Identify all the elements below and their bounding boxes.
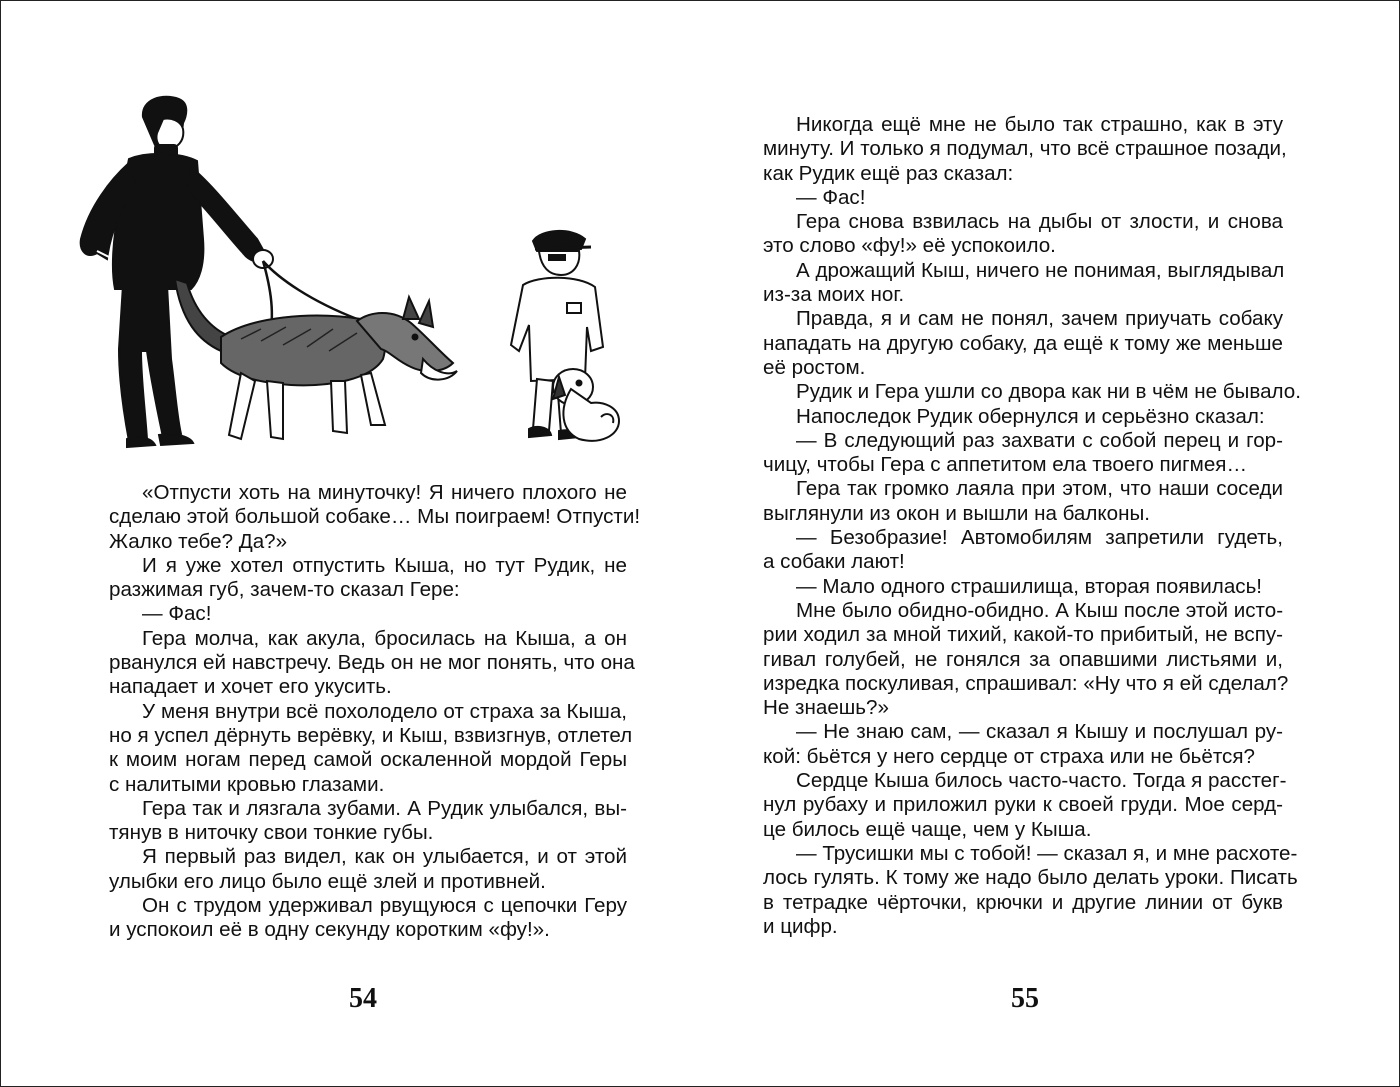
text-line: минуту. И только я подумал, что всё страшное позади, [763, 137, 1287, 161]
text-line: — Фас! [142, 602, 212, 626]
text-line: сделаю этой большой собаке… Мы поиграем! Отпусти! [109, 505, 641, 529]
text-line: Напоследок Рудик обернулся и серьёзно сказал: [796, 404, 1265, 428]
text-line: это слово «фу!» её успокоило. [763, 234, 1056, 258]
text-line: Никогда ещё мне не было так страшно, как в эту [796, 113, 1283, 136]
text-line: и цифр. [763, 914, 838, 938]
left-page-text [109, 481, 641, 943]
text-line: — Безобразие! Автомобилям запретили гудеть, [796, 526, 1283, 550]
right-page-text [763, 113, 1301, 939]
illustration-man-dog-boy [71, 89, 631, 459]
text-line: в тетрадке чёрточки, крючки и другие линии от букв [763, 890, 1283, 914]
text-line: гивал голубей, не гонялся за опавшими листьями и, [763, 647, 1283, 671]
text-line: Сердце Кыша билось часто-часто. Тогда я расстег- [796, 769, 1287, 793]
text-line: чицу, чтобы Гера с аппетитом ела твоего пигмея… [763, 453, 1248, 477]
text-line: Рудик и Гера ушли со двора как ни в чём не бывало. [796, 380, 1301, 404]
text-line: Я первый раз видел, как он улыбается, и от этой [142, 845, 627, 869]
text-line: нападает и хочет его укусить. [109, 675, 392, 699]
text-line: Гера молча, как акула, бросилась на Кыша, а он [142, 626, 627, 650]
text-line: нападать на другую собаку, да ещё к тому же меньше [763, 331, 1283, 355]
text-line: с налитыми кровью глазами. [109, 772, 385, 796]
text-line: выглянули из окон и вышли на балконы. [763, 501, 1150, 525]
text-line: це билось ещё чаще, чем у Кыша. [763, 817, 1092, 841]
text-line: как Рудик ещё раз сказал: [763, 161, 1014, 185]
text-line: рии ходил за мной тихий, какой-то прибитый, не вспу- [763, 623, 1283, 647]
text-line: Гера снова взвилась на дыбы от злости, и снова [796, 210, 1283, 234]
text-line: изредка поскуливая, спрашивал: «Ну что я ей сделал? [763, 671, 1289, 695]
text-line: — Не знаю сам, — сказал я Кышу и послушал ру- [796, 720, 1283, 744]
text-line: Правда, я и сам не понял, зачем приучать собаку [796, 307, 1283, 331]
text-line: У меня внутри всё похолодело от страха за Кыша, [142, 699, 627, 723]
text-line: а собаки лают! [763, 550, 905, 574]
text-line: разжимая губ, зачем-то сказал Гере: [109, 578, 460, 602]
left-page [1, 1, 700, 1086]
text-line: А дрожащий Кыш, ничего не понимая, выглядывал [796, 258, 1285, 282]
text-line: Не знаешь?» [763, 696, 889, 720]
text-line: Гера так громко лаяла при этом, что наши соседи [796, 477, 1283, 501]
text-line: и успокоил её в одну секунду коротким «фу!». [109, 918, 550, 942]
text-line: «Отпусти хоть на минуточку! Я ничего плохого не [142, 481, 627, 504]
text-line: Он с трудом удерживал рвущуюся с цепочки Геру [142, 894, 627, 918]
page-number: 54 [349, 983, 377, 1014]
text-line: И я уже хотел отпустить Кыша, но тут Рудик, не [142, 553, 627, 577]
right-page [700, 1, 1399, 1086]
text-line: но я успел дёрнуть верёвку, и Кыш, взвизгнув, отлетел [109, 723, 633, 747]
text-line: — Фас! [796, 185, 866, 209]
text-line: тянув в ниточку свои тонкие губы. [109, 821, 434, 845]
text-line: нул рубаху и приложил руки к своей груди. Мое серд- [763, 793, 1283, 817]
text-line: кой: бьётся у него сердце от страха или не бьётся? [763, 744, 1255, 768]
text-line: Гера так и лязгала зубами. А Рудик улыбался, вы- [142, 796, 627, 820]
text-line: лось гулять. К тому же надо было делать уроки. Писать [763, 866, 1298, 890]
text-line: из-за моих ног. [763, 283, 905, 307]
page-number: 55 [1011, 983, 1039, 1014]
text-line: Мне было обидно-обидно. А Кыш после этой исто- [796, 598, 1284, 622]
text-line: улыбки его лицо было ещё злей и противней. [109, 869, 546, 893]
text-line: — Мало одного страшилища, вторая появилась! [796, 574, 1263, 598]
shepherd-dog [175, 279, 457, 439]
text-line: к моим ногам перед самой оскаленной мордой Геры [109, 748, 627, 772]
text-line: Жалко тебе? Да?» [109, 529, 288, 553]
text-line: её ростом. [763, 355, 866, 379]
text-line: рванулся ей навстречу. Ведь он не мог понять, что она [109, 651, 635, 675]
text-line: — В следующий раз захвати с собой перец и гор- [796, 428, 1283, 452]
text-line: — Трусишки мы с тобой! — сказал я, и мне расхоте- [796, 841, 1298, 865]
